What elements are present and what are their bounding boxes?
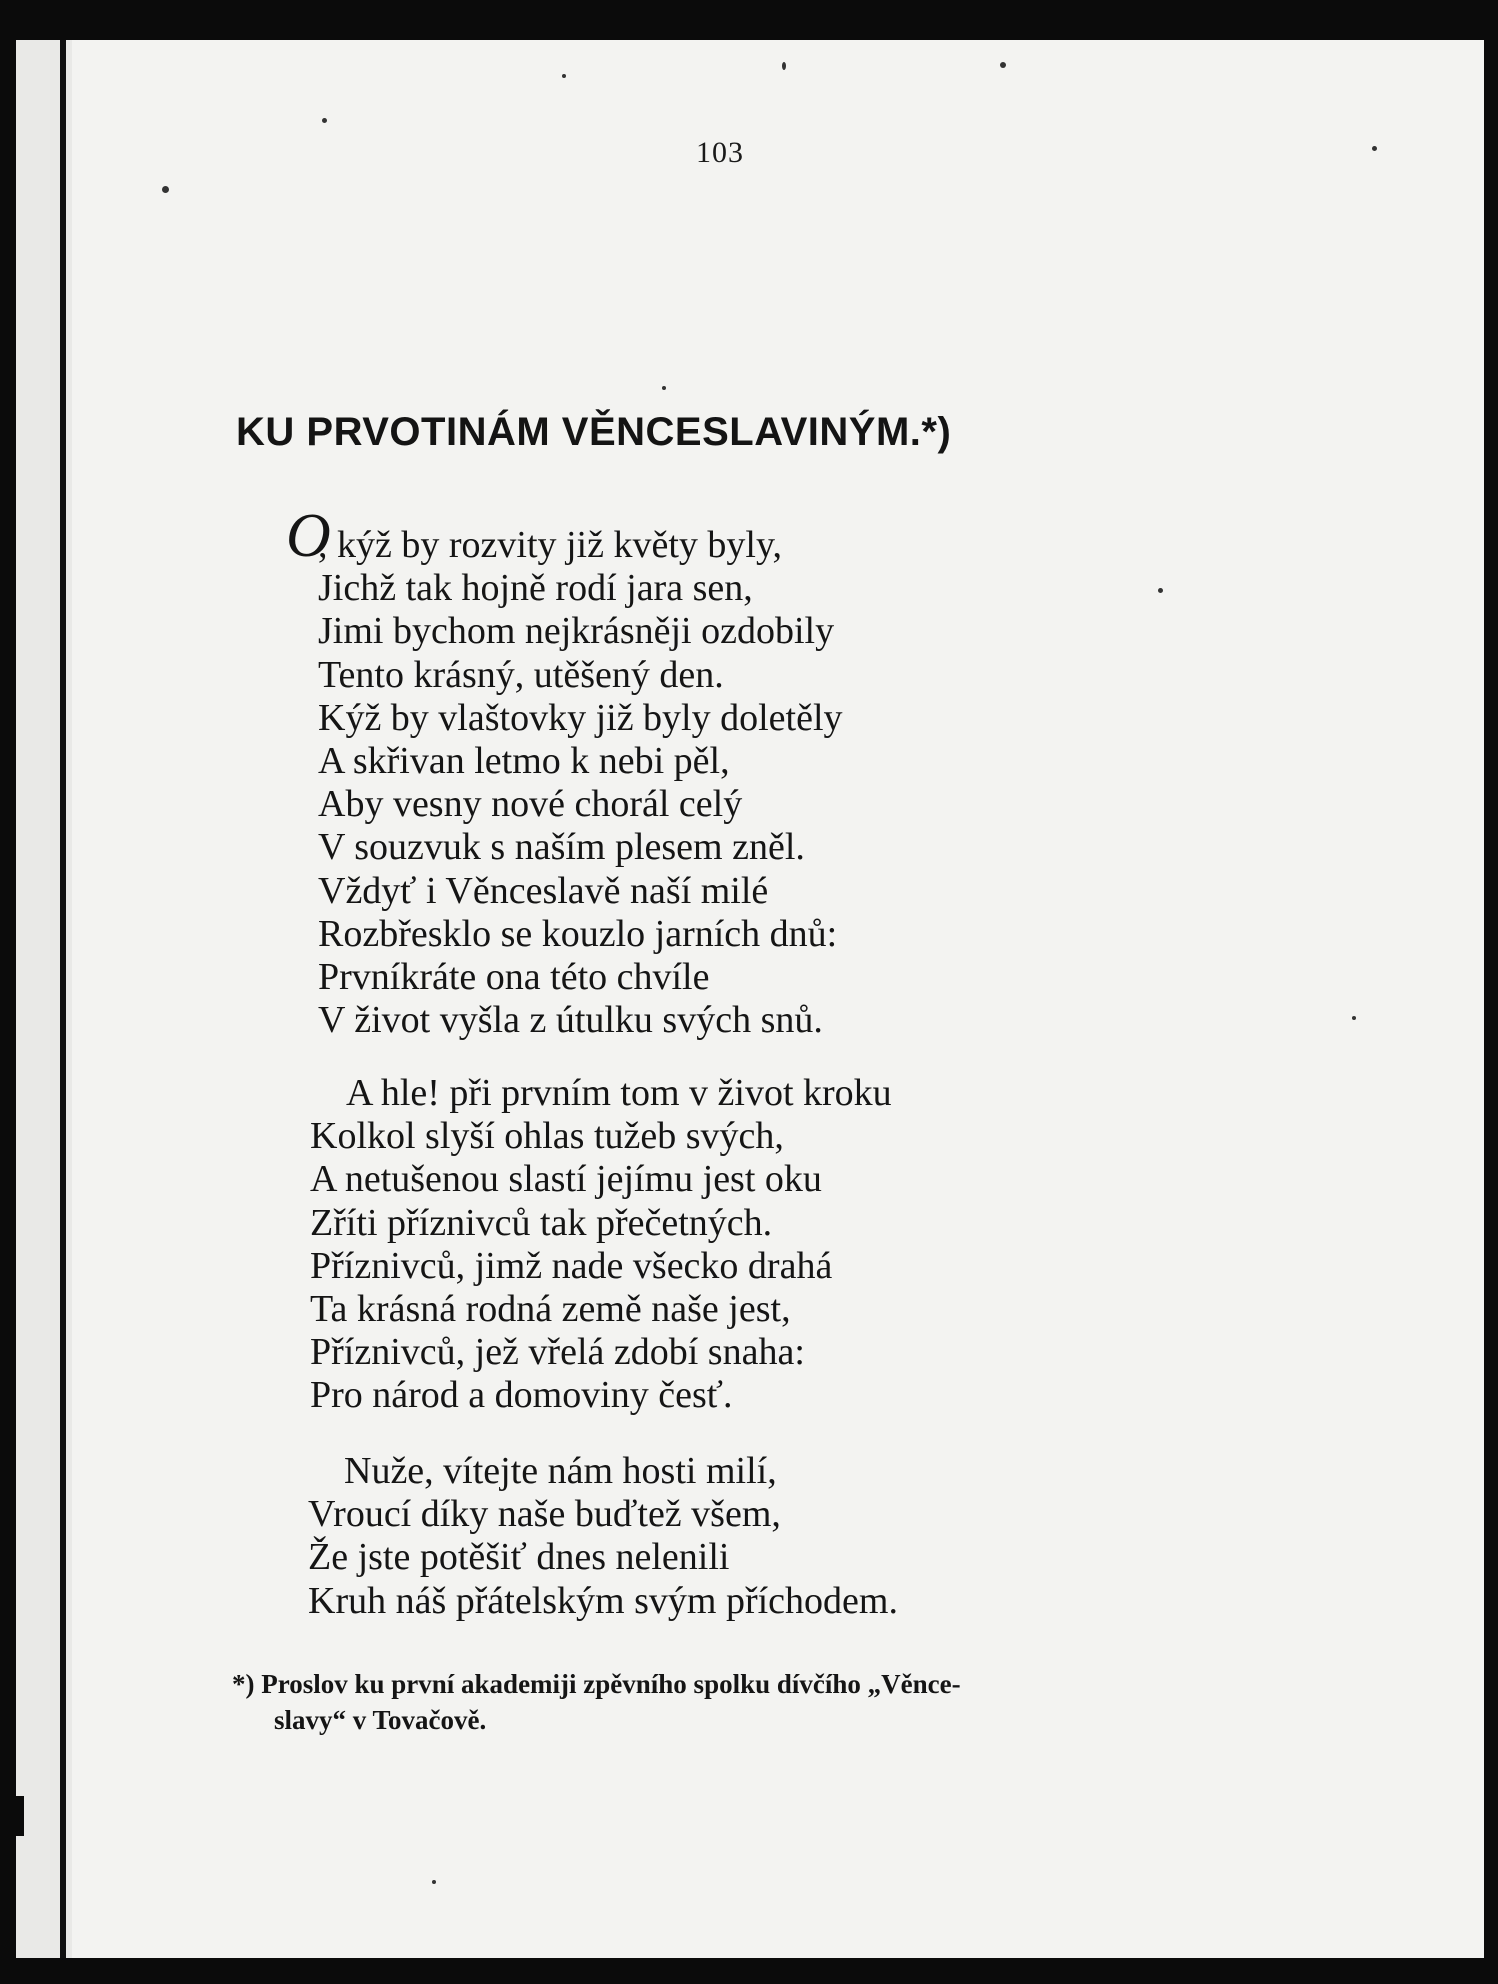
poem-line: V život vyšla z útulku svých snů. [318,999,823,1042]
poem-line: A hle! při prvním tom v život kroku [346,1072,892,1114]
speck [562,74,566,78]
footnote-line: *) Proslov ku první akademiji zpěvního spolku dívčího „Věnce- [232,1669,961,1699]
speck [1000,62,1006,68]
poem-line: Kolkol slyší ohlas tužeb svých, [310,1115,784,1158]
speck [162,186,169,193]
stanza-1 [318,524,843,1042]
poem-line: Že jste potěšiť dnes nelenili [308,1536,730,1579]
speck [782,62,786,70]
speck [432,1880,436,1884]
spine-line [60,40,66,1958]
poem-line: Příznivců, jimž nade všecko drahá [310,1244,833,1287]
speck [662,386,666,390]
binding-edge [6,40,14,1958]
poem-line: Pro národ a domoviny česť. [310,1374,733,1417]
poem-line: , kýž by rozvity již květy byly, [318,524,782,566]
poem-line: Vždyť i Věnceslavě naší milé [318,869,769,912]
poem-line: Nuže, vítejte nám hosti milí, [344,1450,777,1492]
poem-line: A skřivan letmo k nebi pěl, [318,740,730,783]
stanza-3 [308,1450,898,1623]
poem-line: A netušenou slastí jejímu jest oku [310,1158,822,1201]
poem-line: Ta krásná rodná země naše jest, [310,1288,791,1331]
poem-line: Vroucí díky naše buďtež všem, [308,1493,781,1536]
speck [322,118,327,123]
poem-line: Jichž tak hojně rodí jara sen, [318,567,753,610]
speck [1352,1016,1356,1020]
poem-title: KU PRVOTINÁM VĚNCESLAVINÝM.*) [236,410,952,454]
footnote [232,1666,1192,1738]
spine-mark [6,1796,24,1836]
speck [1372,146,1377,151]
footnote-line: slavy“ v Tovačově. [274,1705,487,1735]
poem-line: Zříti příznivců tak přečetných. [310,1201,773,1244]
poem-line: Aby vesny nové chorál celý [318,783,743,826]
page-number: 103 [696,136,744,169]
poem-line: Kruh náš přátelským svým příchodem. [308,1579,898,1622]
poem-line: Příznivců, jež vřelá zdobí snaha: [310,1331,805,1374]
poem-line: Kýž by vlaštovky již byly doletěly [318,696,843,739]
poem-line: Prvníkráte ona této chvíle [318,956,710,999]
poem-line: Jimi bychom nejkrásněji ozdobily [318,610,835,653]
poem-line: Tento krásný, utěšený den. [318,653,724,696]
poem-line: V souzvuk s naším plesem zněl. [318,826,805,869]
drop-cap: O [286,502,331,570]
stanza-2 [310,1072,892,1418]
poem-line: Rozbřesklo se kouzlo jarních dnů: [318,912,838,955]
speck [1158,588,1163,593]
